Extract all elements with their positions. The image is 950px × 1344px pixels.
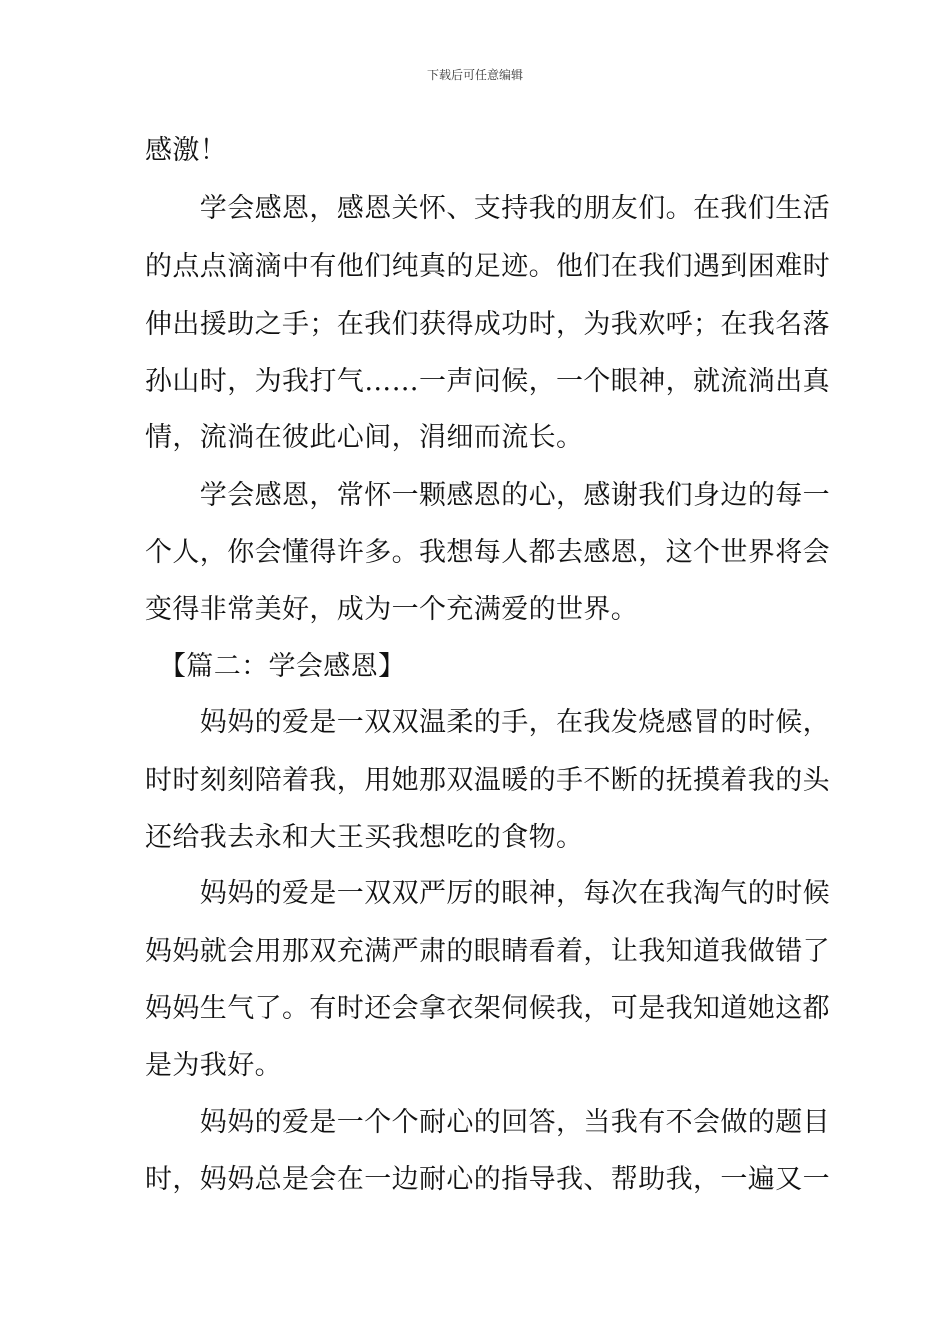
text-line: 的点点滴滴中有他们纯真的足迹。他们在我们遇到困难时 (145, 251, 830, 282)
text-line: 孙山时，为我打气……一声问候，一个眼神，就流淌出真 (145, 366, 830, 397)
text-line: 学会感恩，常怀一颗感恩的心，感谢我们身边的每一 (145, 480, 830, 511)
text-line: 妈妈生气了。有时还会拿衣架伺候我，可是我知道她这都 (145, 993, 830, 1024)
text-line: 妈妈的爱是一双双严厉的眼神，每次在我淘气的时候 (145, 878, 830, 909)
text-line: 是为我好。 (145, 1050, 282, 1081)
text-line: 时，妈妈总是会在一边耐心的指导我、帮助我，一遍又一 (145, 1164, 830, 1195)
page-header: 下载后可任意编辑 (426, 68, 523, 82)
text-line: 妈妈的爱是一双双温柔的手，在我发烧感冒的时候， (145, 707, 830, 738)
text-line: 妈妈就会用那双充满严肃的眼睛看着，让我知道我做错了 (145, 936, 830, 967)
text-line: 妈妈的爱是一个个耐心的回答，当我有不会做的题目 (145, 1107, 830, 1138)
text-line: 伸出援助之手；在我们获得成功时，为我欢呼；在我名落 (145, 309, 830, 340)
text-line: 情，流淌在彼此心间，涓细而流长。 (145, 422, 584, 453)
text-line: 个人，你会懂得许多。我想每人都去感恩，这个世界将会 (145, 537, 830, 568)
text-line: 还给我去永和大王买我想吃的食物。 (145, 822, 584, 853)
text-line: 学会感恩，感恩关怀、支持我的朋友们。在我们生活 (145, 193, 830, 224)
text-line: 感激！ (145, 135, 228, 166)
text-line: 变得非常美好，成为一个充满爱的世界。 (145, 594, 639, 625)
text-line: 时时刻刻陪着我，用她那双温暖的手不断的抚摸着我的头 (145, 765, 830, 796)
section-heading: 【篇二：学会感恩】 (145, 651, 406, 682)
